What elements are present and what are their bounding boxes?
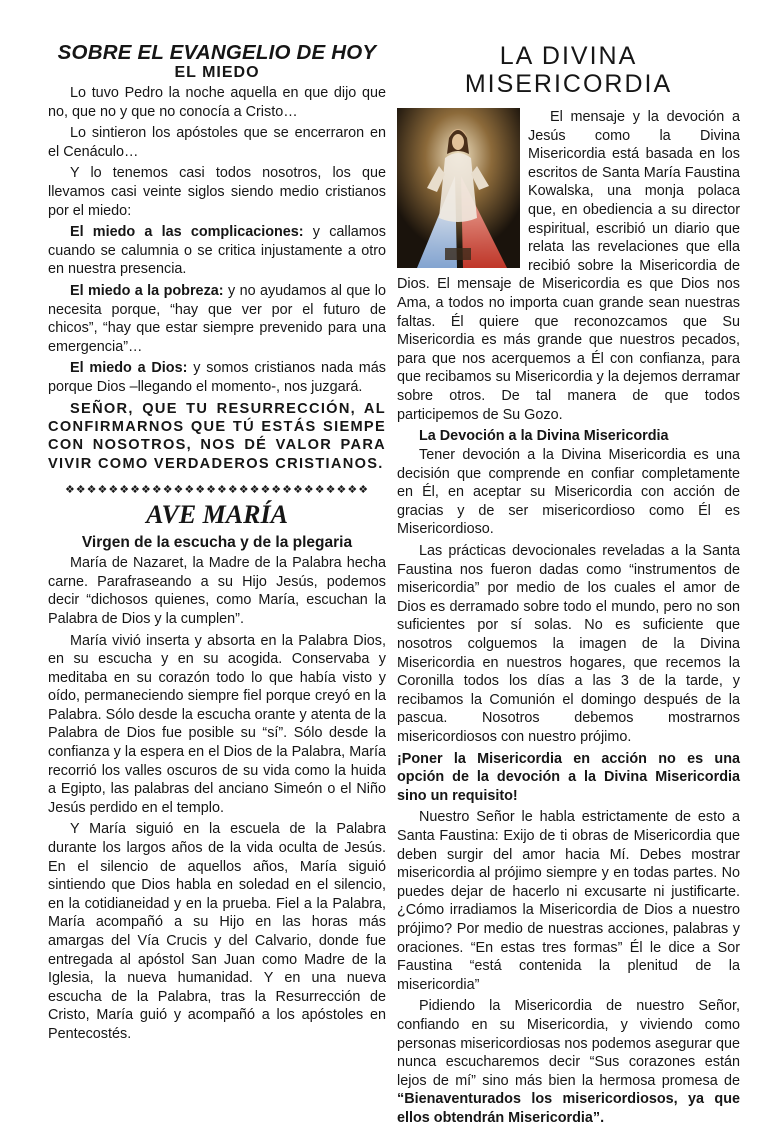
right-column: [397, 42, 740, 1130]
mercy-paragraph: Tener devoción a la Divina Misericordia es una decisión que comprende en confiar completamente en Él, en aceptar su Misericordia con acción de gracias y de ser misericordioso como Él es Misericordioso.: [397, 447, 740, 538]
fear-text: y callamos cuando se calumnia o se critica injustamente a otro en nuestra presencia.: [48, 224, 386, 278]
fear-text: y no ayudamos al que lo necesita porque, “hay que ver por el futuro de chicos”, “hay que estar siempre prevenido para una emergencia”…: [48, 282, 386, 355]
gospel-paragraph: [48, 282, 386, 356]
fear-text: y somos cristianos nada más porque Dios –llegando el momento-, nos juzgará.: [48, 360, 386, 395]
ave-paragraph: María vivió inserta y absorta en la Palabra Dios, en su escucha y en su acogida. Conservaba y meditaba en su corazón todo lo que había visto y oído, permaneciendo siempre fiel porque creyó en la Palabra. Sólo desde la escucha orante y atenta de la Palabra de Dios fue posible su “sí”. Sólo desde la confianza y la espera en el Dios de la Palabra, María recorrió los valles oscuros de su vida como la huida a Egipto, las palabras del anciano Simeón o el Niño Jesús perdido en el templo.: [48, 632, 386, 816]
mercy-title: LA DIVINA MISERICORDIA: [464, 42, 673, 98]
mercy-paragraph: Las prácticas devocionales reveladas a la Santa Faustina nos fueron dadas como “instrumentos de misericordia” por medio de los cuales el amor de Dios es derramado sobre todo el mundo, pero no son suficientes por sí solas. No es suficiente que nosotros colguemos la imagen de la Divina Misericordia en nuestros hogares, que recemos la Coronilla todos los días a las 3 de la tarde, y recibamos la Comunión el domingo después de la pascua. Nosotros debemos mostrarnos misericordiosos con nuestro prójimo.: [397, 543, 740, 745]
ornament-divider: ❖❖❖❖❖❖❖❖❖❖❖❖❖❖❖❖❖❖❖❖❖❖❖❖❖❖❖❖: [64, 484, 370, 497]
gospel-paragraph: Y lo tenemos casi todos nosotros, los que llevamos casi veinte siglos siendo medio cristianos por el miedo:: [48, 165, 386, 219]
fear-heading: El miedo a Dios:: [70, 360, 188, 377]
ave-paragraph: Y María siguió en la escuela de la Palabra durante los largos años de la vida oculta de Jesús. En el silencio de aquellos años, María siguió sintiendo que Dios habla en soledad en el silencio, en la cotidianeidad y en la prueba. Fiel a la Palabra, María acompañó a su Hijo en las horas más amargas del Vía Crucis y del Calvario, donde fue entregada al apóstol San Juan como Madre de la Iglesia, la nueva humanidad. Y en una nueva escucha de la Palabra, tras la Resurrección de Cristo, María guió y acompañó a los apóstoles en Pentecostés.: [48, 821, 386, 1042]
fear-heading: El miedo a las complicaciones:: [70, 224, 304, 241]
gospel-paragraph: Lo tuvo Pedro la noche aquella en que dijo que no, que no y que no conocía a Cristo…: [48, 85, 386, 120]
ave-paragraph: María de Nazaret, la Madre de la Palabra hecha carne. Parafraseando a su Hijo Jesús, podemos decir “dichosos quienes, como María, escuchan la Palabra de Dios y la cumplen”.: [48, 555, 386, 627]
mercy-paragraph: El mensaje y la devoción a Jesús como la Divina Misericordia está basada en los escritos de Santa María Faustina Kowalska, una monja polaca que, en obediencia a su director espiritual, escribió un diario que relata las revelaciones que ella recibió sobre la Misericordia de Dios. El mensaje de Misericordia es que Dios nos Ama, a todos no importa cuan grande sean nuestras faltas. Él quiere que reconozcamos que Su Misericordia es más grande que nuestros pecados, para que nos acerquemos a Él con confianza, para que recibamos su Misericordia y la dejemos derramar sobre otros. De tal manera de que todos participemos de Su Gozo.: [397, 109, 740, 423]
mercy-requirement: ¡Poner la Misericordia en acción no es una opción de la devoción a la Divina Misericordia sino un requisito!: [397, 750, 740, 804]
closing-prayer: SEÑOR, QUE TU RESURRECCIÓN, AL CONFIRMARNOS QUE TÚ ESTÁS SIEMPE CON NOSOTROS, NOS DÉ VALOR PARA VIVIR COMO VERDADEROS CRISTIANOS.: [48, 400, 386, 472]
gospel-title: SOBRE EL EVANGELIO DE HOY: [57, 41, 377, 64]
devotion-heading: La Devoción a la Divina Misericordia: [419, 428, 669, 445]
ave-maria-subtitle: Virgen de la escucha y de la plegaria: [81, 534, 353, 552]
fear-heading: El miedo a la pobreza:: [70, 282, 224, 299]
mercy-paragraph: [397, 997, 740, 1127]
gospel-paragraph: [48, 223, 386, 279]
divine-mercy-image: [397, 108, 520, 268]
ave-maria-title: AVE MARÍA: [146, 500, 288, 530]
divine-mercy-icon: [397, 108, 520, 268]
mercy-text: Pidiendo la Misericordia de nuestro Señor, confiando en su Misericordia, y viviendo como personas misericordiosas nos podemos asegurar que nunca escucharemos decir “Sus corazones están lejos de mí” sino más bien la hermosa promesa de: [397, 998, 740, 1089]
gospel-paragraph: [48, 359, 386, 396]
gospel-subtitle: EL MIEDO: [174, 64, 260, 81]
gospel-paragraph: Lo sintieron los apóstoles que se encerraron en el Cenáculo…: [48, 125, 386, 160]
beatitude-quote: “Bienaventurados los misericordiosos, ya que ellos obtendrán Misericordia”.: [397, 1091, 740, 1126]
mercy-paragraph: Nuestro Señor le habla estrictamente de esto a Santa Faustina: Exijo de ti obras de Misericordia que deben surgir del amor hacia Mí. Debes mostrar misericordia al prójimo siempre y en todas partes. No puedes dejar de hacerlo ni excusarte ni justificarte. ¿Cómo irradiamos la Misericordia de Dios a nuestro prójimo? Por medio de nuestras acciones, palabras y oraciones. “En estas tres formas” Él le dice a Sor Faustina “está contenida la plenitud de la misericordia”: [397, 809, 740, 993]
left-column: [48, 42, 386, 1047]
